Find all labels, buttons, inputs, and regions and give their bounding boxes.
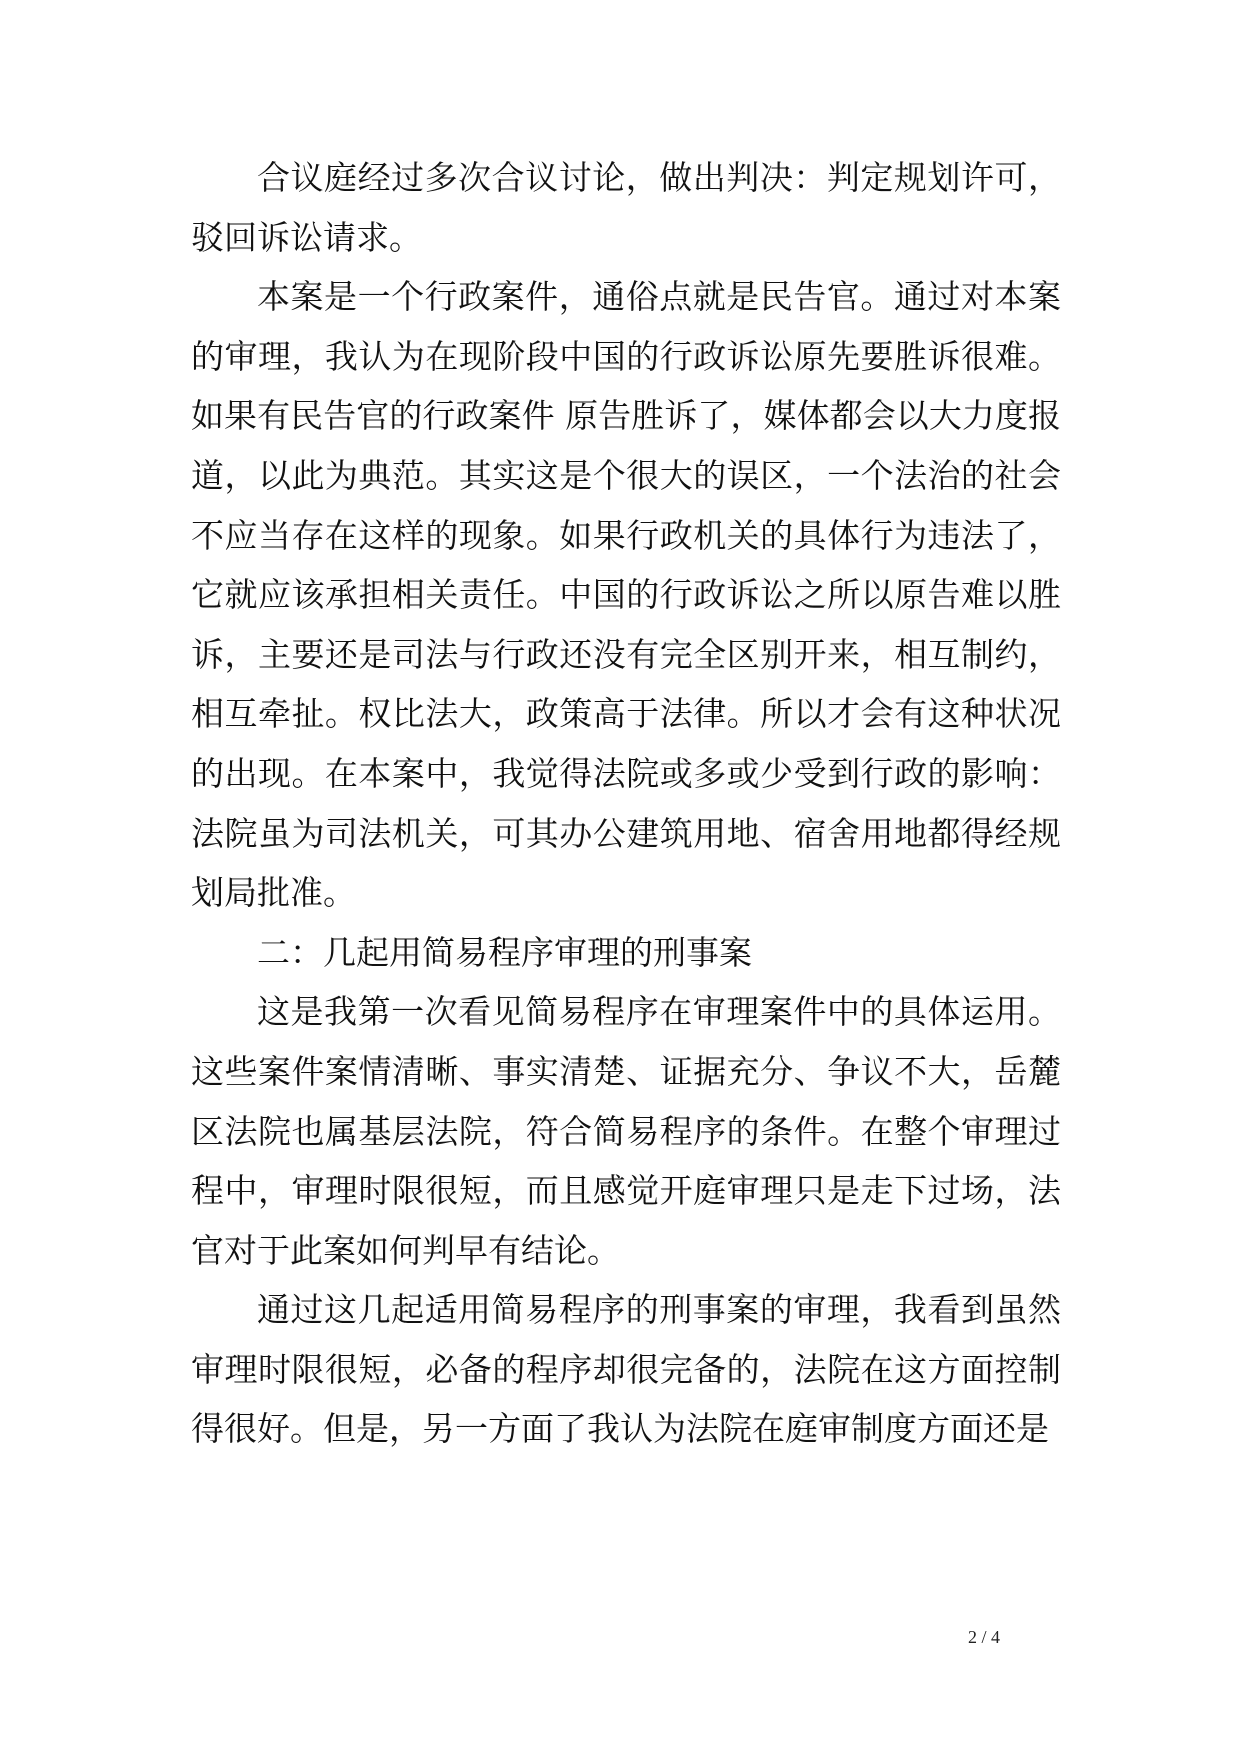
paragraph-judgment: 合议庭经过多次合议讨论，做出判决：判定规划许可，驳回诉讼请求。 — [191, 158, 1061, 257]
paragraph-simplified-procedure: 这是我第一次看见简易程序在审理案件中的具体运用。这些案件案情清晰、事实清楚、证据充分、争议不大，岳麓区法院也属基层法院，符合简易程序的条件。在整个审理过程中，审理时限很短，而且感觉开庭审理只是走下过场，法官对于此案如何判早有结论。 — [191, 992, 1061, 1270]
paragraph-observations: 通过这几起适用简易程序的刑事案的审理，我看到虽然审理时限很短，必备的程序却很完备的，法院在这方面控制得很好。但是，另一方面了我认为法院在庭审制度方面还是 — [191, 1290, 1061, 1449]
paragraph-case-analysis: 本案是一个行政案件，通俗点就是民告官。通过对本案的审理，我认为在现阶段中国的行政诉讼原先要胜诉很难。如果有民告官的行政案件 原告胜诉了，媒体都会以大力度报道，以此为典范。其实这是个很大的误区，一个法治的社会不应当存在这样的现象。如果行政机关的具体行为违法了，它就应该承担相关责任。中国的行政诉讼之所以原告难以胜诉，主要还是司法与行政还没有完全区别开来，相互制约，相互牵扯。权比法大，政策高于法律。所以才会有这种状况的出现。在本案中，我觉得法院或多或少受到行政的影响：法院虽为司法机关，可其办公建筑用地、宿舍用地都得经规划局批准。 — [191, 277, 1061, 913]
section-heading: 二：几起用简易程序审理的刑事案 — [257, 932, 752, 972]
page-number: 2 / 4 — [968, 1627, 1001, 1647]
document-body — [191, 148, 1061, 1459]
